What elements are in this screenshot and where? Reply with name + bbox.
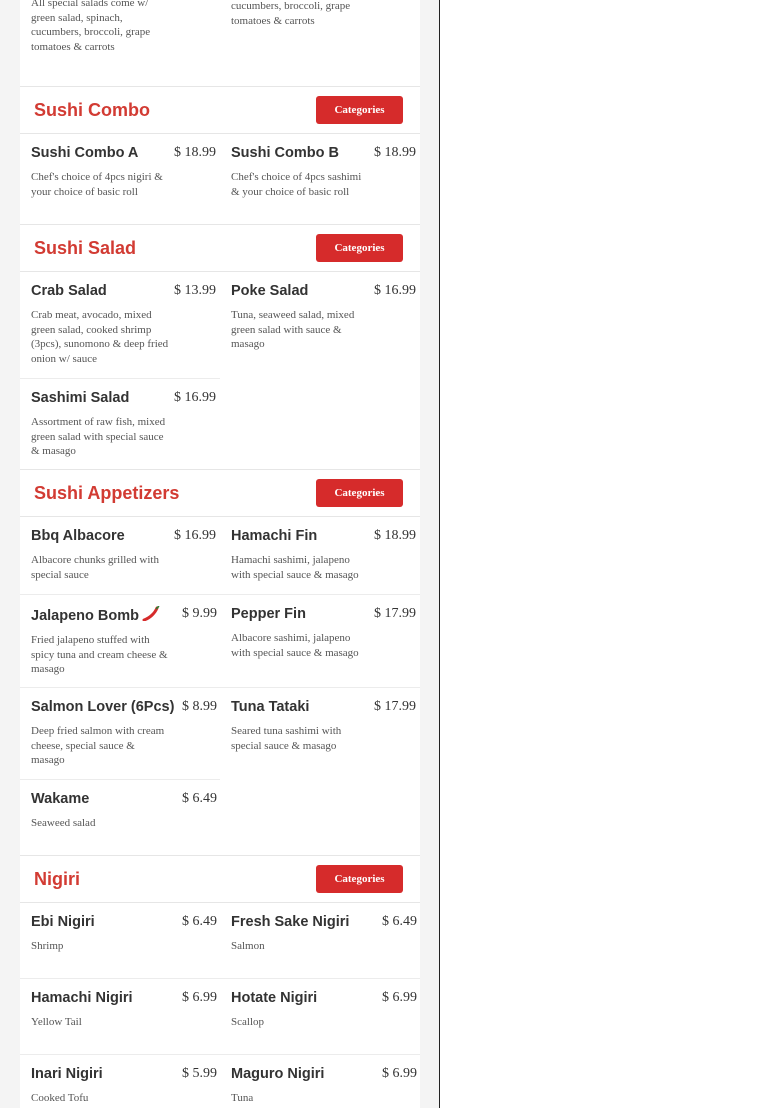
menu-item[interactable] (220, 979, 420, 1054)
menu-item-name (31, 990, 133, 1006)
menu-item-description: Yellow Tail (31, 1016, 82, 1028)
menu-item-header (231, 528, 420, 544)
menu-item-description: Seaweed salad (31, 817, 96, 829)
menu-row (20, 688, 420, 780)
menu-item-name (231, 528, 317, 544)
section-header (20, 225, 420, 272)
menu-item[interactable] (20, 595, 220, 687)
menu-row (20, 903, 420, 979)
menu-item[interactable] (220, 272, 420, 379)
menu-item-description: Albacore sashimi, jalapeno with special sauce & masago (231, 632, 359, 659)
menu-item-name-text: Sashimi Salad (31, 390, 130, 406)
menu-item[interactable] (220, 903, 420, 978)
menu-item-name (31, 699, 174, 715)
menu-item-description: cucumbers, broccoli, grape tomatoes & carrots (231, 0, 351, 27)
menu-item-price: $ 5.99 (182, 1066, 217, 1081)
menu-item[interactable] (20, 0, 220, 86)
menu-item-name (231, 914, 349, 930)
menu-item[interactable] (220, 595, 420, 687)
menu-item-name (31, 606, 160, 624)
menu-item-name (231, 990, 317, 1006)
menu-item-price: $ 17.99 (374, 606, 416, 621)
menu-item-header (231, 990, 420, 1006)
menu-item-price: $ 16.99 (374, 283, 416, 298)
menu-item-name (231, 606, 306, 622)
menu-item-header (231, 914, 420, 930)
section-title: Sushi Salad (34, 237, 137, 258)
menu-item[interactable] (220, 688, 420, 780)
section-title: Nigiri (34, 868, 81, 889)
menu-item-description: All special salads come w/ green salad, spinach, cucumbers, broccoli, grape tomatoes & carrots (31, 0, 151, 53)
menu-item-header (31, 1066, 220, 1082)
menu-item-name-text: Jalapeno Bomb (31, 608, 139, 624)
menu-item-description: Scallop (231, 1016, 264, 1028)
menu-item-description: Tuna (231, 1092, 254, 1104)
section-title: Sushi Appetizers (34, 482, 180, 503)
menu-item-name (31, 1066, 103, 1082)
menu-item-name (31, 528, 125, 544)
menu-item-price: $ 6.99 (382, 1066, 417, 1081)
menu-item-name-text: Sushi Combo B (231, 145, 339, 161)
menu-item-name-text: Poke Salad (231, 283, 309, 299)
menu-section (20, 0, 420, 87)
menu-item-name-text: Hamachi Fin (231, 528, 318, 544)
menu-item-price: $ 18.99 (174, 145, 216, 160)
menu-item-name-text: Sushi Combo A (31, 145, 139, 161)
menu-item-header (31, 390, 220, 406)
menu-item-description: Hamachi sashimi, jalapeno with special sauce & masago (231, 554, 359, 581)
menu-item-price: $ 6.99 (382, 990, 417, 1005)
menu-item-price: $ 16.99 (174, 390, 216, 405)
menu-item-price: $ 18.99 (374, 528, 416, 543)
menu-item-name-text: Ebi Nigiri (31, 914, 95, 930)
menu-row (20, 780, 420, 855)
menu-item-description: Assortment of raw fish, mixed green salad with special sauce & masago (31, 416, 166, 457)
chili-pepper-icon (142, 606, 160, 621)
menu-item-name-text: Hotate Nigiri (231, 990, 318, 1006)
menu-item-name-text: Bbq Albacore (31, 528, 125, 544)
menu-item-header (31, 914, 220, 930)
menu-item-price: $ 6.99 (182, 990, 217, 1005)
menu-item-name-text: Wakame (31, 791, 90, 807)
section-header (20, 470, 420, 517)
menu-item[interactable] (20, 379, 220, 469)
menu-row (20, 379, 420, 469)
categories-button[interactable]: Categories (316, 479, 403, 507)
menu-item-description: Albacore chunks grilled with special sauce (31, 554, 159, 581)
menu-item-description: Tuna, seaweed salad, mixed green salad with sauce & masago (231, 309, 355, 350)
menu-item[interactable] (20, 688, 220, 780)
categories-button[interactable]: Categories (316, 865, 403, 893)
menu-item-description: Chef's choice of 4pcs nigiri & your choice of basic roll (31, 171, 163, 198)
menu-item-name (231, 283, 308, 299)
section-header (20, 87, 420, 134)
menu-item-name-text: Maguro Nigiri (231, 1066, 325, 1082)
menu-item-name-text: Crab Salad (31, 283, 107, 299)
menu-item[interactable] (20, 134, 220, 224)
menu-item-price: $ 16.99 (174, 528, 216, 543)
menu-section (20, 87, 420, 225)
menu-item-description: Cooked Tofu (31, 1092, 89, 1104)
menu-item-price: $ 17.99 (374, 699, 416, 714)
menu-item-name-text: Pepper Fin (231, 606, 306, 622)
menu-item-description: Seared tuna sashimi with special sauce & masago (231, 725, 342, 752)
menu-row (20, 595, 420, 688)
menu-item-header (31, 283, 220, 299)
menu-item-price: $ 13.99 (174, 283, 216, 298)
menu-item-name-text: Inari Nigiri (31, 1066, 103, 1082)
menu-item-price: $ 6.49 (382, 914, 417, 929)
menu-item[interactable] (20, 1055, 220, 1108)
menu-item-description: Deep fried salmon with cream cheese, special sauce & masago (31, 725, 165, 766)
menu-item-header (231, 606, 420, 622)
menu-item[interactable] (20, 517, 220, 594)
categories-button[interactable]: Categories (316, 234, 403, 262)
menu-item-price: $ 6.49 (182, 914, 217, 929)
menu-item-header (31, 791, 220, 807)
menu-item-description: Fried jalapeno stuffed with spicy tuna and cream cheese & masago (31, 634, 168, 675)
menu-item[interactable] (220, 134, 420, 224)
menu-item-name (231, 699, 309, 715)
menu-item-header (31, 145, 220, 161)
menu-content (20, 0, 420, 1108)
menu-item-header (231, 145, 420, 161)
menu-item-header (31, 528, 220, 544)
menu-item-name-text: Salmon Lover (6Pcs) (31, 699, 175, 715)
menu-row (20, 272, 420, 379)
menu-section (20, 470, 420, 856)
menu-row (20, 0, 420, 86)
menu-row (20, 517, 420, 595)
section-header (20, 856, 420, 903)
menu-item-price: $ 8.99 (182, 699, 217, 714)
menu-item[interactable] (20, 780, 220, 855)
menu-item[interactable] (220, 517, 420, 594)
menu-item-name (31, 390, 129, 406)
section-title: Sushi Combo (34, 99, 150, 120)
menu-item-header (31, 699, 220, 715)
menu-section (20, 225, 420, 470)
menu-item-price: $ 18.99 (374, 145, 416, 160)
menu-item-description: Salmon (231, 940, 265, 952)
menu-item-header (31, 990, 220, 1006)
menu-item-price: $ 9.99 (182, 606, 217, 621)
menu-item[interactable] (220, 0, 420, 86)
menu-item[interactable] (20, 272, 220, 379)
menu-item[interactable] (20, 979, 220, 1054)
menu-item-description: Shrimp (31, 940, 64, 952)
menu-section (20, 856, 420, 1108)
menu-item-header (31, 606, 220, 624)
menu-item-name (31, 283, 107, 299)
menu-row (20, 979, 420, 1055)
menu-item-price: $ 6.49 (182, 791, 217, 806)
menu-row (20, 1055, 420, 1108)
menu-item-description: Crab meat, avocado, mixed green salad, cooked shrimp (3pcs), sunomono & deep fried onion w/ sauce (31, 309, 169, 365)
menu-item-header (231, 283, 420, 299)
menu-item-name-text: Tuna Tataki (231, 699, 310, 715)
menu-item-header (231, 699, 420, 715)
menu-item-name-text: Hamachi Nigiri (31, 990, 133, 1006)
menu-row (20, 134, 420, 224)
menu-item-name (31, 914, 95, 930)
categories-button[interactable]: Categories (316, 96, 403, 124)
menu-item-header (231, 1066, 420, 1082)
menu-item[interactable] (20, 903, 220, 978)
menu-item-name (231, 1066, 324, 1082)
menu-item-description: Chef's choice of 4pcs sashimi & your choice of basic roll (231, 171, 362, 198)
menu-item-name-text: Fresh Sake Nigiri (231, 914, 350, 930)
menu-item[interactable] (220, 1055, 420, 1108)
menu-item-name (231, 145, 339, 161)
menu-item-name (31, 791, 89, 807)
menu-item-name (31, 145, 138, 161)
